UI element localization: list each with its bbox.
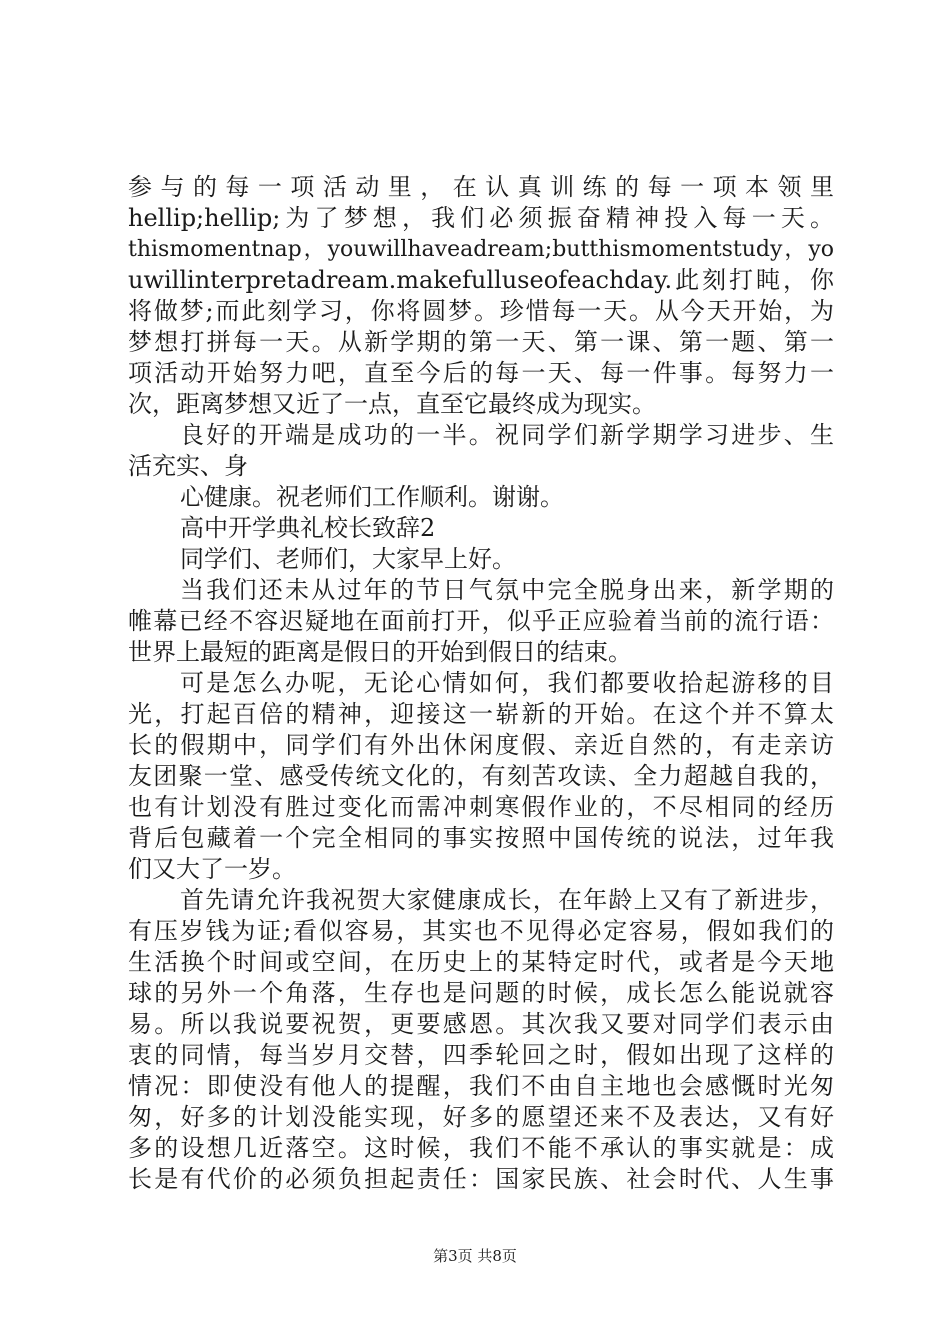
text-line: 首先请允许我祝贺大家健康成长，在年龄上又有了新进步， [180,886,834,914]
text-line: 活充实、身 [128,452,248,480]
text-line: thismomentnap，youwillhaveadream;butthismomentstudy，yo [128,237,834,262]
text-line: 匆，好多的计划没能实现，好多的愿望还来不及表达，又有好 [128,1103,834,1131]
text-line: 长的假期中，同学们有外出休闲度假、亲近自然的，有走亲访 [128,731,834,759]
text-line: 项活动开始努力吧，直至今后的每一天、每一件事。每努力一 [128,359,834,387]
text-line: 将做梦;而此刻学习，你将圆梦。珍惜每一天。从今天开始，为 [128,297,834,325]
document-body [128,172,834,1195]
text-line: 生活换个时间或空间，在历史上的某特定时代，或者是今天地 [128,948,834,976]
text-line: 同学们、老师们，大家早上好。 [180,545,516,573]
text-line: 有压岁钱为证;看似容易，其实也不见得必定容易，假如我们的 [128,917,834,945]
text-line: 世界上最短的距离是假日的开始到假日的结束。 [128,638,632,666]
text-line: 梦想打拼每一天。从新学期的第一天、第一课、第一题、第一 [128,328,834,356]
text-line: 心健康。祝老师们工作顺利。谢谢。 [180,483,564,511]
text-line: 情况：即使没有他人的提醒，我们不由自主地也会感慨时光匆 [128,1072,834,1100]
text-line: 多的设想几近落空。这时候，我们不能不承认的事实就是：成 [128,1134,834,1162]
text-line: uwillinterpretadream.makefulluseofeachday.此刻打盹，你 [128,266,834,294]
text-line: 帷幕已经不容迟疑地在面前打开，似乎正应验着当前的流行语： [128,607,834,635]
text-line: 良好的开端是成功的一半。祝同学们新学期学习进步、生 [180,421,834,449]
text-line: 球的另外一个角落，生存也是问题的时候，成长怎么能说就容 [128,979,834,1007]
text-line: 衷的同情，每当岁月交替，四季轮回之时，假如出现了这样的 [128,1041,834,1069]
text-line: 参与的每一项活动里，在认真训练的每一项本领里 [128,173,834,201]
text-line: 高中开学典礼校长致辞2 [180,514,436,542]
text-line: 友团聚一堂、感受传统文化的，有刻苦攻读、全力超越自我的， [128,762,834,790]
text-line: 背后包藏着一个完全相同的事实按照中国传统的说法，过年我 [128,824,834,852]
text-line: 光，打起百倍的精神，迎接这一崭新的开始。在这个并不算太 [128,700,834,728]
text-line: 次，距离梦想又近了一点，直至它最终成为现实。 [128,390,656,418]
text-line: 们又大了一岁。 [128,855,296,883]
text-line: 当我们还未从过年的节日气氛中完全脱身出来，新学期的 [180,576,834,604]
page-footer: 第3页 共8页 [433,1247,517,1265]
text-line: hellip;hellip;为了梦想，我们必须振奋精神投入每一天。 [128,204,834,232]
text-line: 也有计划没有胜过变化而需冲刺寒假作业的，不尽相同的经历 [128,793,834,821]
text-line: 可是怎么办呢，无论心情如何，我们都要收拾起游移的目 [180,669,834,697]
text-line: 易。所以我说要祝贺，更要感恩。其次我又要对同学们表示由 [128,1010,834,1038]
text-line: 长是有代价的必须负担起责任：国家民族、社会时代、人生事 [128,1165,834,1193]
